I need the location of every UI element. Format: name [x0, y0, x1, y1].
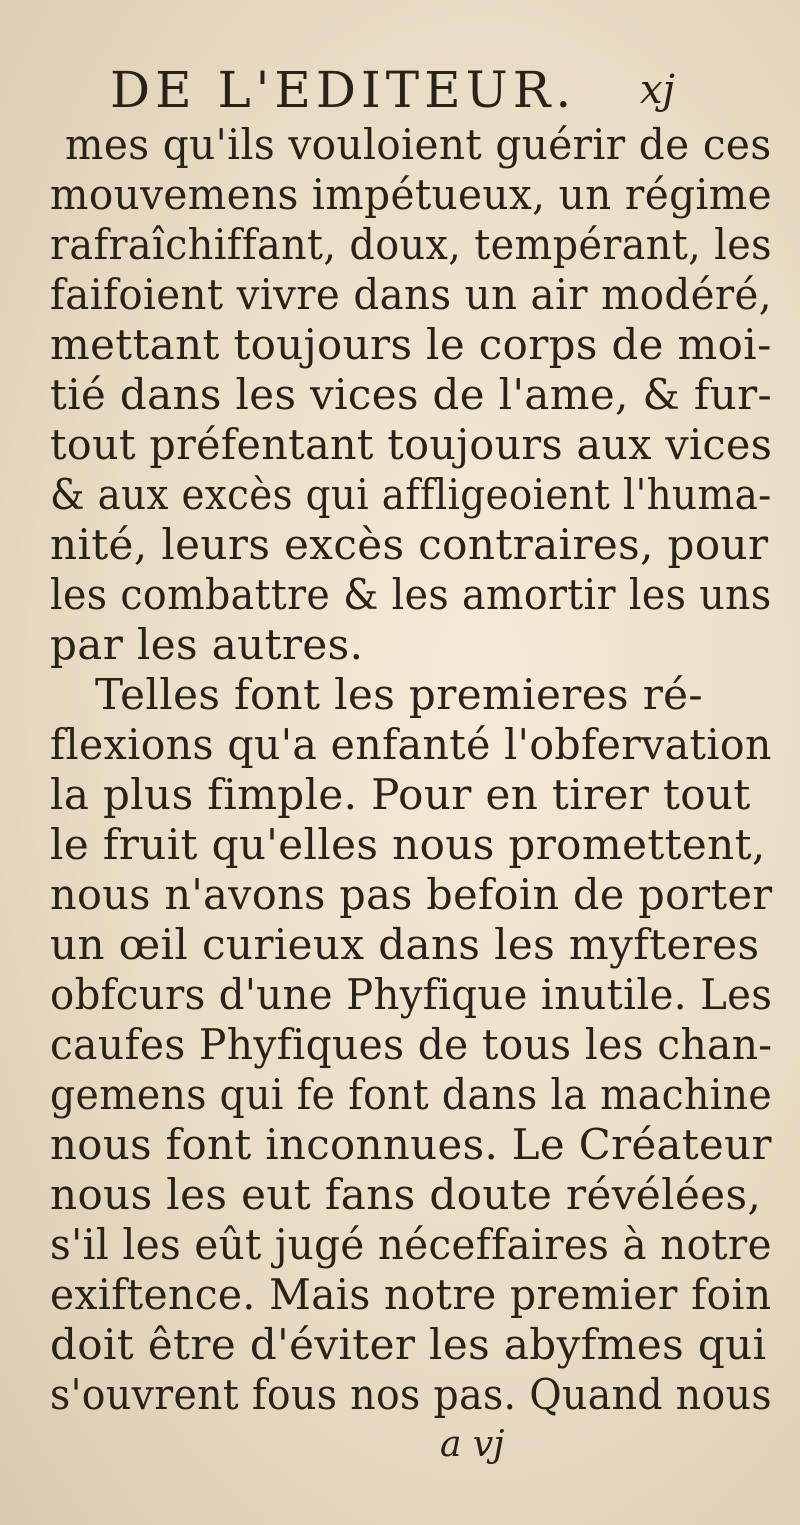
text-line: par les autres.: [50, 620, 364, 669]
text-line: les combattre & les amortir les uns: [50, 570, 772, 619]
page-signature: xj: [640, 67, 675, 113]
text-line: mettant toujours le corps de moi-: [50, 320, 772, 369]
header-title: DE L'EDITEUR.: [110, 61, 577, 119]
text-line: Telles font les premieres ré-: [95, 670, 704, 719]
text-line: tié dans les vices de l'ame, & fur-: [50, 370, 773, 419]
text-line: le fruit qu'elles nous promettent,: [50, 820, 766, 869]
text-line: nous les eut fans doute révélées,: [50, 1170, 762, 1219]
running-header: [0, 60, 800, 120]
text-line: exiftence. Mais notre premier foin: [50, 1270, 772, 1319]
text-line: faifoient vivre dans un air modéré,: [50, 270, 772, 319]
text-line: un œil curieux dans les myfteres: [50, 920, 760, 969]
text-line: s'ouvrent fous nos pas. Quand nous: [50, 1370, 772, 1419]
catchword: a vj: [440, 1424, 505, 1465]
text-line: tout préfentant toujours aux vices: [50, 420, 773, 469]
text-line: nous font inconnues. Le Créateur: [50, 1120, 772, 1169]
text-line: caufes Phyfiques de tous les chan-: [50, 1020, 773, 1069]
text-line: mouvemens impétueux, un régime: [50, 170, 772, 219]
text-line: la plus fimple. Pour en tirer tout: [50, 770, 751, 819]
text-line: nité, leurs excès contraires, pour: [50, 520, 769, 569]
text-line: nous n'avons pas befoin de porter: [50, 870, 773, 919]
text-line: obfcurs d'une Phyfique inutile. Les: [50, 970, 773, 1019]
text-line: s'il les eût jugé néceffaires à notre: [50, 1220, 772, 1269]
text-line: doit être d'éviter les abyfmes qui: [50, 1320, 767, 1369]
text-line: flexions qu'a enfanté l'obfervation: [50, 720, 772, 769]
text-line: rafraîchiffant, doux, tempérant, les: [50, 220, 772, 269]
text-line: & aux excès qui affligeoient l'huma-: [50, 470, 772, 519]
text-line: mes qu'ils vouloient guérir de ces: [65, 120, 772, 169]
text-line: gemens qui fe font dans la machine: [50, 1070, 773, 1119]
